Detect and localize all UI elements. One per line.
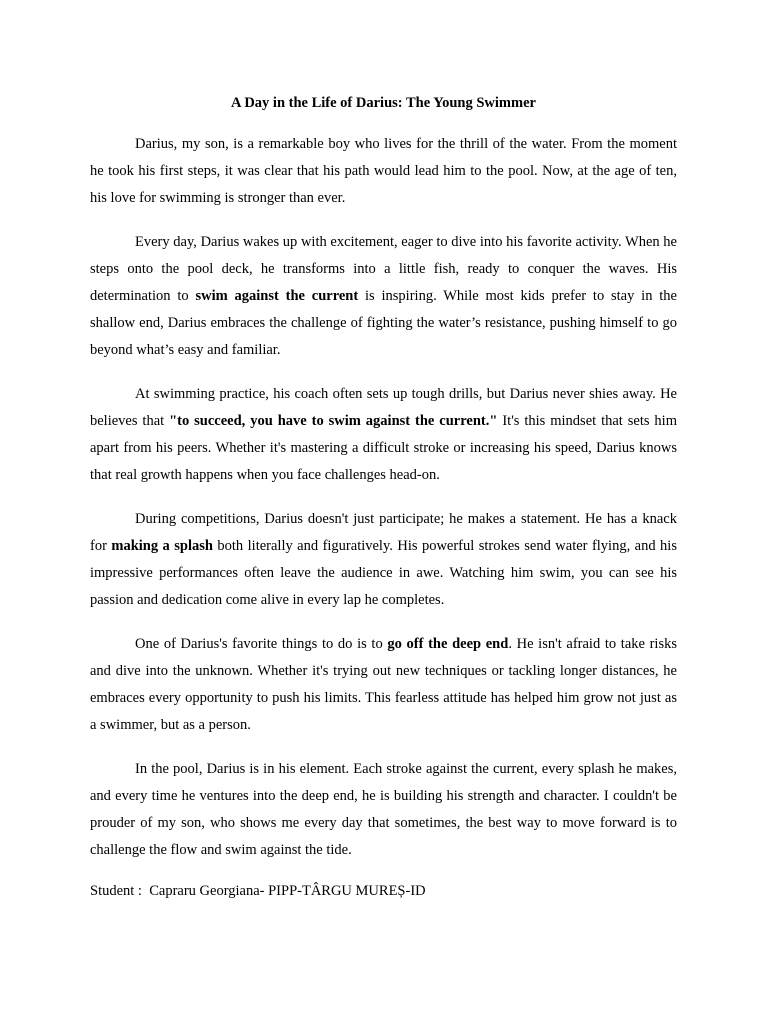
- paragraph-text: At swimming practice, his coach often sets up tough drills, but Darius never shies away. He believes that: [90, 386, 677, 429]
- bold-phrase: swim against the current: [195, 288, 359, 304]
- paragraph-text: both literally and figuratively. His powerful strokes send water flying, and his impressive performances often leave the audience in awe. Watching him swim, you can see his passion and dedication come alive in every lap he completes.: [90, 538, 677, 608]
- paragraph-text: . He isn't afraid to take risks and dive into the unknown. Whether it's trying out new techniques or tackling longer distances, he embraces every opportunity to push his limits. This fearless attitude has helped him grow not just as a swimmer, but as a person.: [90, 636, 677, 733]
- paragraph-text: One of Darius's favorite things to do is to: [135, 636, 388, 652]
- student-signature-line: Student : Capraru Georgiana- PIPP-TÂRGU MUREȘ-ID: [90, 883, 426, 899]
- paragraph-4: [90, 506, 677, 614]
- bold-phrase: go off the deep end: [387, 636, 509, 652]
- document-page: [90, 93, 677, 901]
- bold-phrase: making a splash: [111, 538, 213, 554]
- paragraph-3: [90, 381, 677, 489]
- bold-quote: "to succeed, you have to swim against the current.": [169, 413, 498, 429]
- paragraph-text: is inspiring. While most kids prefer to stay in the shallow end, Darius embraces the challenge of fighting the water’s resistance, pushing himself to go beyond what’s easy and familiar.: [90, 288, 677, 358]
- paragraph-text: In the pool, Darius is in his element. Each stroke against the current, every splash he makes, and every time he ventures into the deep end, he is building his strength and character. I couldn't be prouder of my son, who shows me every day that sometimes, the best way to move forward is to challenge the flow and swim against the tide.: [90, 761, 677, 858]
- paragraph-6: [90, 756, 677, 864]
- paragraph-2: [90, 229, 677, 364]
- paragraph-text: It's this mindset that sets him apart from his peers. Whether it's mastering a difficult stroke or increasing his speed, Darius knows that real growth happens when you face challenges head-on.: [90, 413, 677, 483]
- paragraph-5: [90, 631, 677, 739]
- paragraph-text: Every day, Darius wakes up with excitement, eager to dive into his favorite activity. When he steps onto the pool deck, he transforms into a little fish, ready to conquer the waves. His determination to: [90, 234, 677, 304]
- document-title: A Day in the Life of Darius: The Young Swimmer: [231, 95, 536, 111]
- paragraph-text: During competitions, Darius doesn't just participate; he makes a statement. He has a knack for: [90, 511, 677, 554]
- paragraph-1: [90, 131, 677, 212]
- paragraph-text: Darius, my son, is a remarkable boy who lives for the thrill of the water. From the moment he took his first steps, it was clear that his path would lead him to the pool. Now, at the age of ten, his love for swimming is stronger than ever.: [90, 136, 677, 206]
